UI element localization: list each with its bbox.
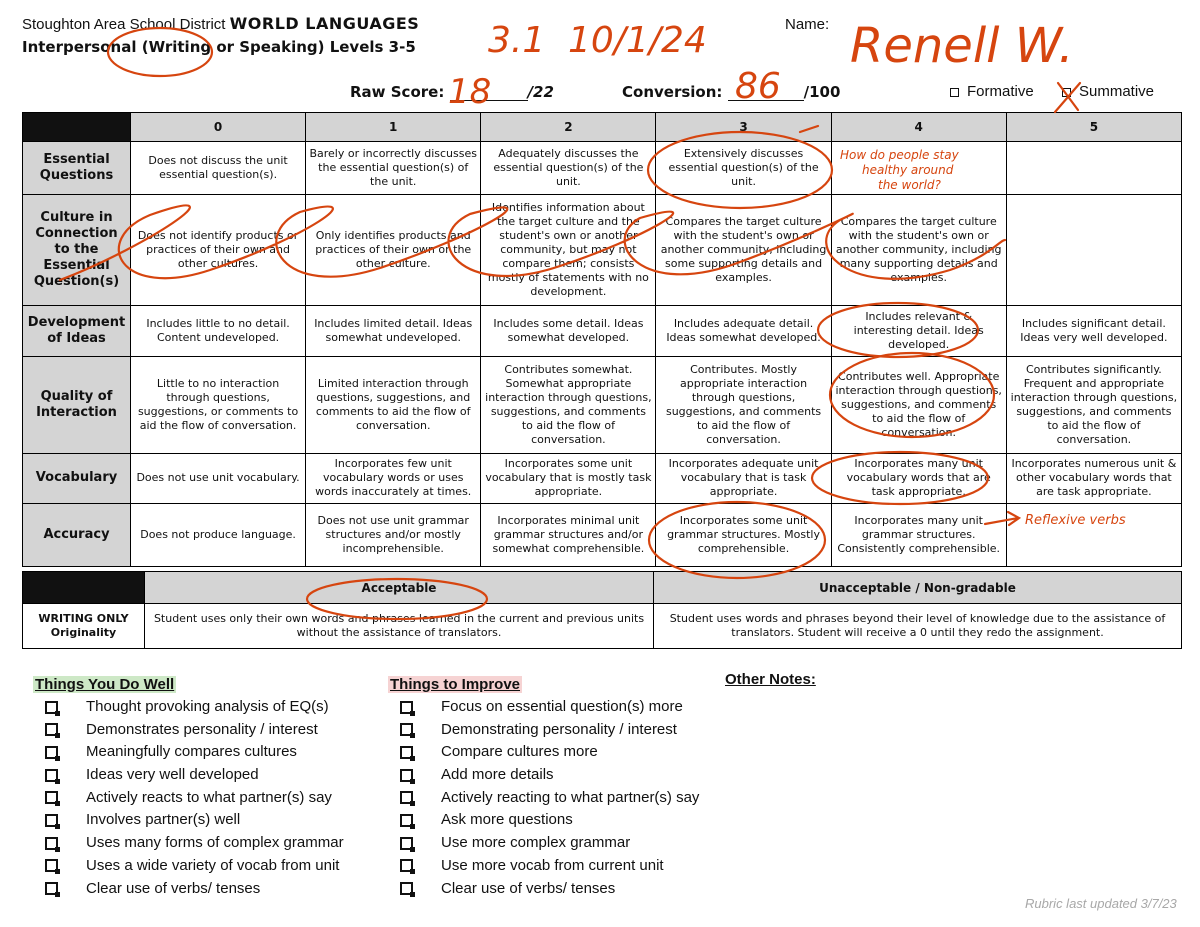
list-item-label: Meaningfully compares cultures	[86, 743, 297, 761]
rubric-cell: Only identifies products and practices of their own or the other culture.	[306, 194, 481, 305]
formative-label: Formative	[967, 83, 1034, 100]
list-item-label: Compare cultures more	[441, 743, 598, 761]
rubric-cell: Incorporates numerous unit & other vocabulary words that are task appropriate.	[1006, 453, 1181, 504]
list-item[interactable]	[33, 764, 344, 787]
rubric-cell: Extensively discusses essential question(s) of the unit.	[656, 142, 831, 195]
rubric-cell	[1006, 504, 1181, 567]
rubric-cell: Includes little to no detail. Content undeveloped.	[131, 306, 306, 357]
list-item-label: Thought provoking analysis of EQ(s)	[86, 698, 329, 715]
level-header: 3	[656, 113, 831, 142]
list-item-label: Focus on essential question(s) more	[441, 698, 683, 715]
rubric-row-development	[23, 306, 1182, 357]
list-item-label: Uses a wide variety of vocab from unit	[86, 856, 340, 874]
rubric-cell: Incorporates few unit vocabulary words or uses words inaccurately at times.	[306, 453, 481, 504]
list-item[interactable]	[388, 809, 699, 832]
list-item[interactable]	[33, 809, 344, 832]
ink-accuracy-note: Reflexive verbs	[1025, 513, 1126, 528]
subject-name: WORLD LANGUAGES	[229, 14, 420, 33]
improve-heading: Things to Improve	[390, 676, 521, 693]
rubric-cell: Does not identify products or practices of their own and other cultures.	[131, 194, 306, 305]
raw-score-field	[350, 83, 554, 101]
list-item[interactable]	[33, 741, 344, 764]
rubric-cell: Contributes somewhat. Somewhat appropriate interaction through questions, suggestions, and comments to aid the flow of conversation.	[481, 356, 656, 453]
rubric-title: Interpersonal (Writing or Speaking) Levels 3-5	[22, 38, 416, 56]
list-item-label: Demonstrates personality / interest	[86, 720, 318, 738]
checkbox-icon[interactable]	[400, 859, 413, 872]
checkbox-icon[interactable]	[45, 701, 58, 714]
rubric-cell: Includes adequate detail. Ideas somewhat developed.	[656, 306, 831, 357]
formative-option[interactable]	[950, 83, 1034, 100]
well-list	[33, 696, 344, 900]
rubric-cell: Compares the target culture with the student's own or another community, including some supporting details and examples.	[656, 194, 831, 305]
list-item[interactable]	[388, 696, 699, 719]
list-item-label: Actively reacting to what partner(s) say	[441, 788, 700, 806]
list-item-label: Add more details	[441, 766, 554, 784]
criterion-label: Development of Ideas	[23, 306, 131, 357]
criterion-label: Essential Questions	[23, 142, 131, 195]
rubric-cell: Does not use unit grammar structures and/or mostly incomprehensible.	[306, 504, 481, 567]
list-item-label: Ask more questions	[441, 811, 573, 829]
checkbox-icon[interactable]	[45, 769, 58, 782]
raw-score-blank	[450, 86, 528, 101]
rubric-cell: Incorporates some unit grammar structures. Mostly comprehensible.	[656, 504, 831, 567]
originality-header-row	[23, 572, 1182, 604]
criterion-label: Vocabulary	[23, 453, 131, 504]
rubric-corner	[23, 113, 131, 142]
list-item-label: Ideas very well developed	[86, 766, 259, 784]
conversion-blank	[728, 86, 804, 101]
ink-student-name: Renell W.	[850, 18, 1074, 74]
list-item[interactable]	[388, 855, 699, 878]
list-item[interactable]	[388, 832, 699, 855]
rubric-cell	[1006, 142, 1181, 195]
list-item-label: Use more complex grammar	[441, 834, 631, 852]
name-label: Name:	[785, 16, 830, 33]
list-item-label: Use more vocab from current unit	[441, 856, 664, 874]
checkbox-icon[interactable]	[45, 791, 58, 804]
summative-option[interactable]	[1062, 83, 1154, 100]
criterion-label: Accuracy	[23, 504, 131, 567]
criterion-label: Quality of Interaction	[23, 356, 131, 453]
rubric-cell: Compares the target culture with the student's own or another community, including many supporting details and examples.	[831, 194, 1006, 305]
district-header	[22, 14, 419, 33]
checkbox-icon[interactable]	[400, 791, 413, 804]
originality-corner	[23, 572, 145, 604]
rubric-cell: Little to no interaction through questions, suggestions, or comments to aid the flow of conversation.	[131, 356, 306, 453]
ink-eq-note-1: How do people stay	[840, 148, 959, 162]
list-item[interactable]	[388, 764, 699, 787]
checkbox-icon[interactable]	[400, 769, 413, 782]
list-item[interactable]	[388, 719, 699, 742]
rubric-cell: Contributes. Mostly appropriate interaction through questions, suggestions, and comments to aid the flow of conversation.	[656, 356, 831, 453]
rubric-row-essential-questions	[23, 142, 1182, 195]
rubric-cell: Identifies information about the target culture and the student's own or another community, but may not compare them; consists mostly of statements with no development.	[481, 194, 656, 305]
ink-eq-note-3: the world?	[878, 178, 941, 192]
rubric-cell: Incorporates many unit grammar structures. Consistently comprehensible.	[831, 504, 1006, 567]
rubric-table	[22, 112, 1182, 567]
list-item[interactable]	[388, 878, 699, 901]
acceptable-text: Student uses only their own words and phrases learned in the current and previous units without the assistance of translators.	[145, 604, 654, 649]
district-name: Stoughton Area School District	[22, 16, 226, 33]
rubric-cell: Does not discuss the unit essential question(s).	[131, 142, 306, 195]
checkbox-icon[interactable]	[400, 701, 413, 714]
rubric-cell: Includes relevant & interesting detail. Ideas developed.	[831, 306, 1006, 357]
checkbox-icon[interactable]	[45, 837, 58, 850]
list-item-label: Involves partner(s) well	[86, 811, 241, 829]
rubric-cell: Does not use unit vocabulary.	[131, 453, 306, 504]
summative-checkbox[interactable]	[1062, 88, 1071, 97]
level-header: 0	[131, 113, 306, 142]
list-item-label: Clear use of verbs/ tenses	[441, 879, 616, 897]
ink-raw-score: 18	[448, 72, 492, 112]
level-header: 4	[831, 113, 1006, 142]
checkbox-icon[interactable]	[45, 723, 58, 736]
rubric-row-accuracy	[23, 504, 1182, 567]
list-item[interactable]	[33, 719, 344, 742]
rubric-cell: Contributes significantly. Frequent and appropriate interaction through questions, suggestions, and comments to aid the flow of conversation.	[1006, 356, 1181, 453]
conversion-denominator: /100	[803, 83, 841, 101]
rubric-updated-note: Rubric last updated 3/7/23	[1025, 896, 1177, 911]
rubric-cell: Does not produce language.	[131, 504, 306, 567]
ink-date: 10/1/24	[568, 20, 707, 61]
well-heading: Things You Do Well	[35, 676, 175, 693]
level-header: 1	[306, 113, 481, 142]
rubric-cell: Incorporates adequate unit vocabulary that is task appropriate.	[656, 453, 831, 504]
rubric-cell	[831, 142, 1006, 195]
list-item-label: Clear use of verbs/ tenses	[86, 879, 261, 897]
checkbox-icon[interactable]	[400, 882, 413, 895]
acceptable-header: Acceptable	[145, 572, 654, 604]
list-item[interactable]	[33, 787, 344, 810]
summative-label: Summative	[1079, 83, 1155, 100]
checkbox-icon[interactable]	[45, 814, 58, 827]
checkbox-icon[interactable]	[400, 746, 413, 759]
raw-score-denominator: /22	[527, 83, 554, 101]
rubric-header-row	[23, 113, 1182, 142]
formative-checkbox[interactable]	[950, 88, 959, 97]
list-item[interactable]	[388, 787, 699, 810]
raw-score-label: Raw Score:	[350, 83, 445, 101]
conversion-label: Conversion:	[622, 83, 723, 101]
rubric-row-culture	[23, 194, 1182, 305]
rubric-cell: Includes significant detail. Ideas very well developed.	[1006, 306, 1181, 357]
rubric-row-vocabulary	[23, 453, 1182, 504]
list-item[interactable]	[33, 855, 344, 878]
rubric-cell: Includes some detail. Ideas somewhat developed.	[481, 306, 656, 357]
ink-eq-note-2: healthy around	[862, 163, 954, 177]
rubric-cell: Incorporates minimal unit grammar structures and/or somewhat comprehensible.	[481, 504, 656, 567]
ink-assignment: 3.1	[488, 20, 546, 61]
improve-list	[388, 696, 699, 900]
other-notes-heading: Other Notes:	[725, 671, 816, 688]
rubric-cell: Adequately discusses the essential question(s) of the unit.	[481, 142, 656, 195]
rubric-row-interaction	[23, 356, 1182, 453]
list-item-label: Uses many forms of complex grammar	[86, 834, 344, 852]
checkbox-icon[interactable]	[45, 882, 58, 895]
things-you-do-well	[33, 676, 344, 900]
checkbox-icon[interactable]	[45, 746, 58, 759]
unacceptable-header: Unacceptable / Non-gradable	[654, 572, 1182, 604]
checkbox-icon[interactable]	[400, 814, 413, 827]
checkbox-icon[interactable]	[400, 723, 413, 736]
checkbox-icon[interactable]	[400, 837, 413, 850]
rubric-cell: Barely or incorrectly discusses the essential question(s) of the unit.	[306, 142, 481, 195]
list-item[interactable]	[33, 832, 344, 855]
rubric-cell: Includes limited detail. Ideas somewhat undeveloped.	[306, 306, 481, 357]
level-header: 2	[481, 113, 656, 142]
rubric-cell: Limited interaction through questions, suggestions, and comments to aid the flow of conversation.	[306, 356, 481, 453]
originality-table	[22, 571, 1182, 649]
checkbox-icon[interactable]	[45, 859, 58, 872]
rubric-cell: Contributes well. Appropriate interaction through questions, suggestions, and comments to aid the flow of conversation.	[831, 356, 1006, 453]
list-item[interactable]	[33, 878, 344, 901]
list-item-label: Demonstrating personality / interest	[441, 720, 677, 738]
originality-label	[23, 604, 145, 649]
originality-row	[23, 604, 1182, 649]
rubric-cell: Incorporates many unit vocabulary words that are task appropriate.	[831, 453, 1006, 504]
originality-row-label: Originality	[50, 626, 117, 639]
level-header: 5	[1006, 113, 1181, 142]
list-item[interactable]	[388, 741, 699, 764]
rubric-cell: Incorporates some unit vocabulary that is mostly task appropriate.	[481, 453, 656, 504]
list-item[interactable]	[33, 696, 344, 719]
list-item-label: Actively reacts to what partner(s) say	[86, 788, 332, 806]
unacceptable-text: Student uses words and phrases beyond their level of knowledge due to the assistance of translators. Student will receive a 0 until they redo the assignment.	[654, 604, 1182, 649]
conversion-field	[622, 83, 840, 101]
ink-conversion: 86	[735, 66, 781, 107]
rubric-cell	[1006, 194, 1181, 305]
criterion-label: Culture in Connection to the Essential Question(s)	[23, 194, 131, 305]
things-to-improve	[388, 676, 699, 900]
writing-only-label: WRITING ONLY	[38, 612, 129, 625]
